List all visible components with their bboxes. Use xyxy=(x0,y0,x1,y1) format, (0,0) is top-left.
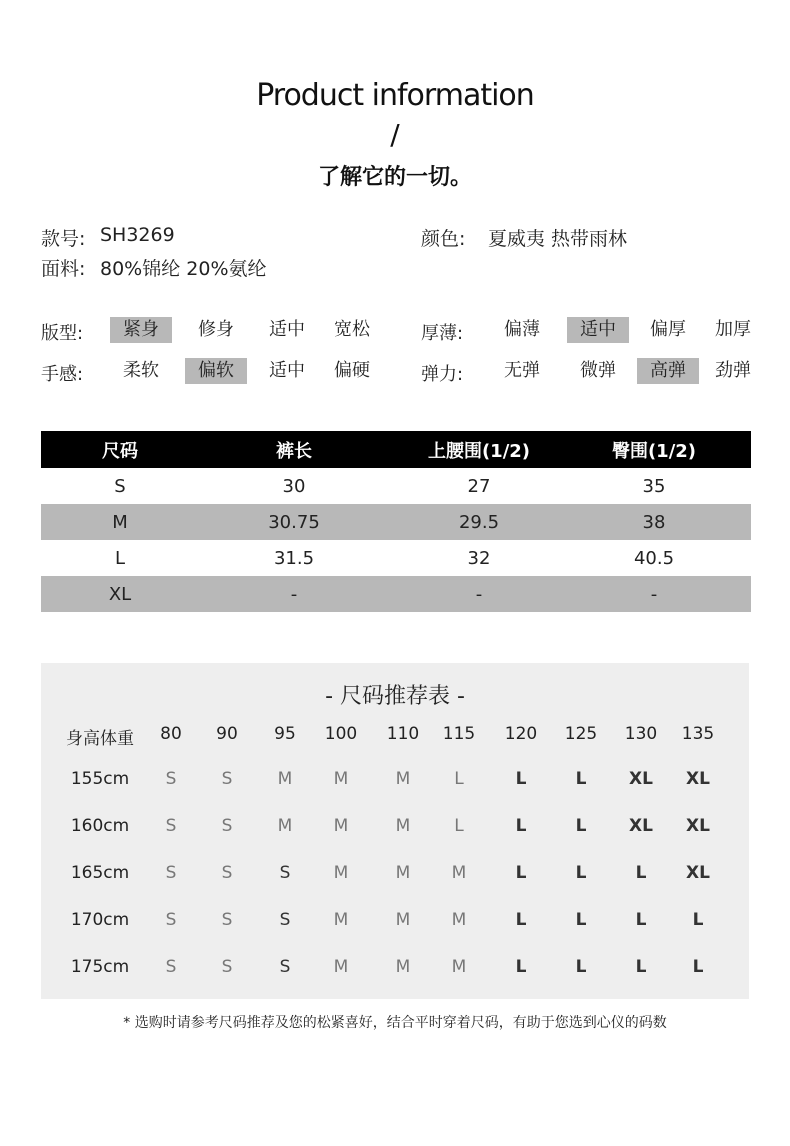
size-recommendation-cell: M xyxy=(395,910,411,930)
recommendation-title: - 尺码推荐表 - xyxy=(325,684,465,709)
size-recommendation-cell: L xyxy=(575,769,587,789)
size-recommendation-cell: XL xyxy=(629,816,653,836)
page-title: Product information xyxy=(256,78,534,113)
weight-header: 110 xyxy=(386,724,420,744)
title-slash: / xyxy=(390,118,400,151)
size-recommendation-cell: M xyxy=(451,863,467,883)
size-table-header xyxy=(41,431,751,468)
table-cell: M xyxy=(112,511,128,533)
weight-header: 135 xyxy=(681,724,715,744)
size-recommendation-cell: L xyxy=(454,816,464,836)
size-recommendation-cell: M xyxy=(451,957,467,977)
weight-header: 80 xyxy=(160,724,182,744)
size-recommendation-cell: L xyxy=(515,910,527,930)
size-recommendation-cell: XL xyxy=(686,863,710,883)
attr-label-thickness: 厚薄: xyxy=(421,323,464,344)
table-cell: 35 xyxy=(642,475,666,497)
fabric-label: 面料: xyxy=(41,258,86,280)
weight-header: 90 xyxy=(216,724,238,744)
header-waist: 上腰围(1/2) xyxy=(427,440,531,462)
size-recommendation-cell: S xyxy=(221,863,233,883)
size-recommendation-cell: L xyxy=(575,863,587,883)
size-recommendation-cell: M xyxy=(451,910,467,930)
table-cell: - xyxy=(290,583,298,605)
size-recommendation-cell: L xyxy=(635,910,647,930)
weight-header: 130 xyxy=(624,724,658,744)
attr-label-stretch: 弹力: xyxy=(421,364,464,385)
size-table xyxy=(41,431,751,612)
attr-option-fit: 适中 xyxy=(269,319,305,340)
size-recommendation-cell: S xyxy=(165,910,177,930)
height-label: 155cm xyxy=(70,769,130,789)
table-cell: 30.75 xyxy=(268,511,320,533)
table-cell: 40.5 xyxy=(633,547,675,569)
attr-option-stretch-selected: 高弹 xyxy=(637,358,699,384)
table-row xyxy=(41,576,751,612)
size-recommendation-cell: L xyxy=(575,816,587,836)
attr-label-fit: 版型: xyxy=(41,323,84,344)
attr-option-fit-selected: 紧身 xyxy=(110,317,172,343)
attr-option-stretch: 微弹 xyxy=(580,360,616,381)
attr-option-feel: 偏硬 xyxy=(334,360,370,381)
size-recommendation-cell: M xyxy=(333,769,349,789)
header-size: 尺码 xyxy=(102,440,138,462)
weight-header: 115 xyxy=(442,724,476,744)
table-cell: - xyxy=(475,583,483,605)
style-no-label: 款号: xyxy=(41,228,86,250)
attr-label-feel: 手感: xyxy=(41,364,84,385)
table-cell: XL xyxy=(108,583,132,605)
size-recommendation-cell: M xyxy=(395,769,411,789)
height-label: 170cm xyxy=(70,910,130,930)
height-label: 175cm xyxy=(70,957,130,977)
size-recommendation-cell: S xyxy=(221,769,233,789)
size-recommendation-cell: L xyxy=(515,816,527,836)
size-recommendation-cell: M xyxy=(395,957,411,977)
attr-option-thickness: 偏薄 xyxy=(504,319,540,340)
attr-option-stretch: 无弹 xyxy=(504,360,540,381)
table-cell: S xyxy=(114,475,126,497)
attr-option-feel: 适中 xyxy=(269,360,305,381)
grid-corner-label: 身高体重 xyxy=(66,729,134,749)
size-recommendation-cell: M xyxy=(395,816,411,836)
table-row xyxy=(41,540,751,576)
weight-header: 100 xyxy=(324,724,358,744)
size-recommendation-cell: S xyxy=(279,863,291,883)
size-recommendation-cell: L xyxy=(692,910,704,930)
color-label: 颜色: xyxy=(421,228,466,250)
size-recommendation-cell: L xyxy=(515,769,527,789)
size-recommendation-cell: L xyxy=(635,957,647,977)
size-recommendation-cell: S xyxy=(165,816,177,836)
attr-option-thickness: 加厚 xyxy=(715,319,751,340)
page-subtitle: 了解它的一切。 xyxy=(317,165,472,190)
attr-option-feel-selected: 偏软 xyxy=(185,358,247,384)
size-recommendation-cell: S xyxy=(165,863,177,883)
table-cell: L xyxy=(114,547,126,569)
weight-header: 125 xyxy=(564,724,598,744)
table-cell: 29.5 xyxy=(458,511,500,533)
size-recommendation-cell: M xyxy=(277,769,293,789)
fabric-value: 80%锦纶 20%氨纶 xyxy=(100,258,267,280)
table-row xyxy=(41,504,751,540)
table-cell: 38 xyxy=(642,511,666,533)
size-recommendation-cell: S xyxy=(279,910,291,930)
size-recommendation-cell: S xyxy=(279,957,291,977)
size-recommendation-cell: M xyxy=(277,816,293,836)
size-recommendation-cell: L xyxy=(515,863,527,883)
height-label: 165cm xyxy=(70,863,130,883)
size-recommendation-cell: M xyxy=(395,863,411,883)
header-length: 裤长 xyxy=(276,440,312,462)
size-recommendation-cell: M xyxy=(333,863,349,883)
size-recommendation-cell: M xyxy=(333,816,349,836)
size-recommendation-cell: L xyxy=(692,957,704,977)
size-recommendation-cell: L xyxy=(635,863,647,883)
size-recommendation-cell: M xyxy=(333,957,349,977)
attr-option-thickness-selected: 适中 xyxy=(567,317,629,343)
table-cell: 27 xyxy=(467,475,491,497)
table-cell: 31.5 xyxy=(273,547,315,569)
size-recommendation-cell: L xyxy=(575,910,587,930)
height-label: 160cm xyxy=(70,816,130,836)
footnote: * 选购时请参考尺码推荐及您的松紧喜好，结合平时穿着尺码，有助于您选到心仪的码数 xyxy=(123,1015,667,1031)
table-row xyxy=(41,468,751,504)
size-recommendation-cell: XL xyxy=(686,816,710,836)
size-recommendation-cell: S xyxy=(221,957,233,977)
color-value: 夏威夷 热带雨林 xyxy=(488,228,628,250)
header-hip: 臀围(1/2) xyxy=(611,440,697,462)
size-recommendation-cell: M xyxy=(333,910,349,930)
attr-option-feel: 柔软 xyxy=(123,360,159,381)
size-recommendation-cell: S xyxy=(221,816,233,836)
size-recommendation-cell: S xyxy=(165,957,177,977)
size-recommendation-panel xyxy=(41,663,749,999)
attr-option-thickness: 偏厚 xyxy=(650,319,686,340)
size-recommendation-cell: L xyxy=(575,957,587,977)
table-cell: 32 xyxy=(467,547,491,569)
size-recommendation-cell: S xyxy=(221,910,233,930)
attr-option-stretch: 劲弹 xyxy=(715,360,751,381)
attr-option-fit: 宽松 xyxy=(334,319,370,340)
table-cell: 30 xyxy=(282,475,306,497)
attr-option-fit: 修身 xyxy=(198,319,234,340)
size-recommendation-cell: XL xyxy=(629,769,653,789)
weight-header: 95 xyxy=(274,724,296,744)
size-recommendation-cell: S xyxy=(165,769,177,789)
size-recommendation-cell: L xyxy=(454,769,464,789)
size-recommendation-cell: L xyxy=(515,957,527,977)
table-cell: - xyxy=(650,583,658,605)
size-recommendation-cell: XL xyxy=(686,769,710,789)
weight-header: 120 xyxy=(504,724,538,744)
style-no-value: SH3269 xyxy=(100,224,175,246)
